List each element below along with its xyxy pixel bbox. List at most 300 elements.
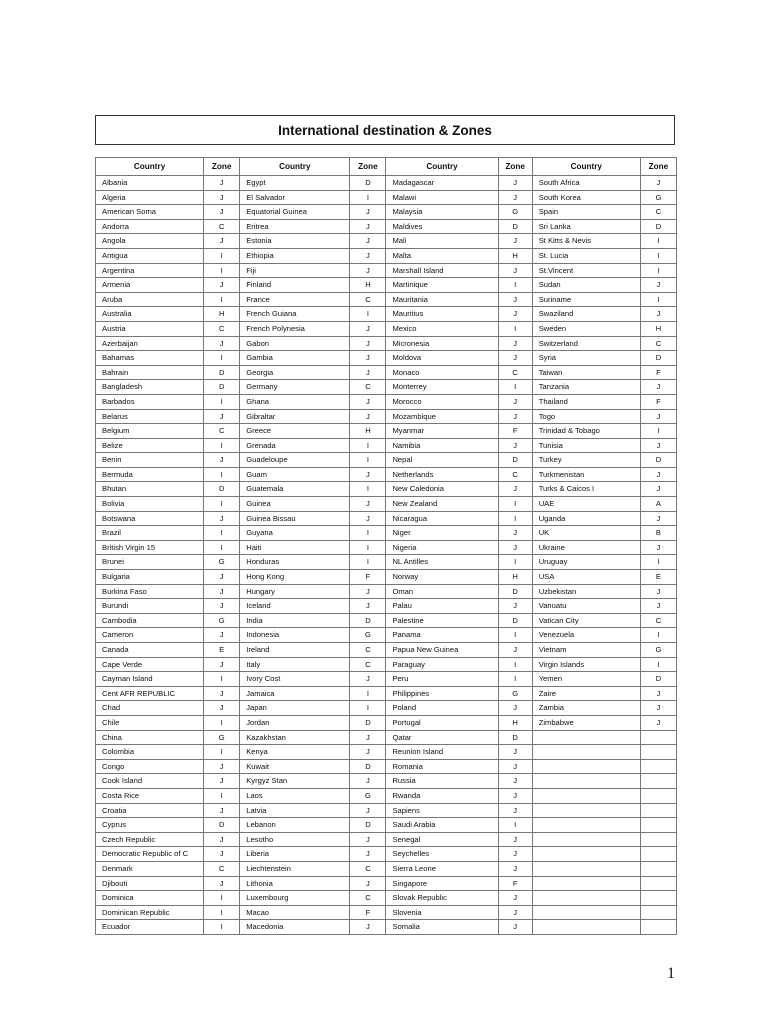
country-cell: Mauritania: [386, 292, 498, 307]
country-cell: Zambia: [532, 701, 640, 716]
zone-cell: C: [204, 219, 240, 234]
country-cell: Chad: [96, 701, 204, 716]
zone-cell: C: [350, 657, 386, 672]
country-cell: Cyprus: [96, 818, 204, 833]
country-cell: Russia: [386, 774, 498, 789]
zone-cell: J: [498, 803, 532, 818]
country-cell: Philippines: [386, 686, 498, 701]
zone-cell: I: [350, 555, 386, 570]
country-cell: Seychelles: [386, 847, 498, 862]
table-row: [96, 234, 677, 249]
country-cell: Guadeloupe: [240, 453, 350, 468]
country-cell: Madagascar: [386, 176, 498, 191]
zone-cell: J: [350, 599, 386, 614]
country-cell: [532, 818, 640, 833]
country-cell: Grenada: [240, 438, 350, 453]
country-cell: Mozambique: [386, 409, 498, 424]
table-row: [96, 788, 677, 803]
zone-cell: D: [640, 351, 676, 366]
zone-cell: J: [204, 628, 240, 643]
zone-cell: J: [640, 686, 676, 701]
country-cell: Congo: [96, 759, 204, 774]
country-cell: Kuwait: [240, 759, 350, 774]
country-cell: India: [240, 613, 350, 628]
country-cell: Guatemala: [240, 482, 350, 497]
zone-cell: H: [498, 248, 532, 263]
country-cell: Spain: [532, 205, 640, 220]
zone-cell: J: [204, 847, 240, 862]
zone-cell: I: [204, 672, 240, 687]
table-row: [96, 336, 677, 351]
table-row: [96, 861, 677, 876]
table-row: [96, 380, 677, 395]
country-cell: Morocco: [386, 394, 498, 409]
country-cell: Macedonia: [240, 920, 350, 935]
country-cell: Democratic Republic of C: [96, 847, 204, 862]
zone-cell: J: [498, 905, 532, 920]
page-number: 1: [667, 965, 675, 982]
zone-cell: I: [498, 380, 532, 395]
zone-cell: I: [204, 351, 240, 366]
country-cell: South Korea: [532, 190, 640, 205]
country-cell: Lebanon: [240, 818, 350, 833]
table-row: [96, 409, 677, 424]
zone-cell: E: [204, 643, 240, 658]
table-row: [96, 715, 677, 730]
country-cell: Gibraltar: [240, 409, 350, 424]
country-cell: Belgium: [96, 424, 204, 439]
zone-cell: H: [498, 715, 532, 730]
zone-cell: [640, 803, 676, 818]
zone-cell: I: [350, 307, 386, 322]
zone-cell: I: [350, 686, 386, 701]
table-row: [96, 365, 677, 380]
country-cell: Sudan: [532, 278, 640, 293]
zone-cell: I: [498, 278, 532, 293]
country-cell: Liechtenstein: [240, 861, 350, 876]
country-cell: Botswana: [96, 511, 204, 526]
country-cell: Turkey: [532, 453, 640, 468]
zone-cell: J: [498, 847, 532, 862]
table-row: [96, 176, 677, 191]
zone-cell: C: [204, 321, 240, 336]
country-cell: Ghana: [240, 394, 350, 409]
country-cell: Lithonia: [240, 876, 350, 891]
zone-cell: J: [350, 394, 386, 409]
country-cell: South Africa: [532, 176, 640, 191]
zone-cell: I: [204, 394, 240, 409]
country-cell: Cambodia: [96, 613, 204, 628]
zone-cell: C: [640, 613, 676, 628]
zone-cell: J: [640, 278, 676, 293]
country-cell: [532, 759, 640, 774]
table-row: [96, 190, 677, 205]
zone-cell: I: [640, 234, 676, 249]
zone-cell: J: [350, 745, 386, 760]
country-cell: Togo: [532, 409, 640, 424]
zone-cell: H: [640, 321, 676, 336]
zone-cell: J: [350, 497, 386, 512]
zone-cell: J: [204, 599, 240, 614]
zone-cell: G: [350, 628, 386, 643]
zone-cell: J: [204, 205, 240, 220]
zone-cell: J: [350, 832, 386, 847]
zone-cell: [640, 745, 676, 760]
country-cell: Cent AFR REPUBLIC: [96, 686, 204, 701]
country-cell: Mexico: [386, 321, 498, 336]
table-row: [96, 278, 677, 293]
zone-cell: I: [498, 555, 532, 570]
country-cell: Brazil: [96, 526, 204, 541]
zone-cell: J: [498, 394, 532, 409]
zone-cell: [640, 891, 676, 906]
country-cell: [532, 891, 640, 906]
country-cell: Malta: [386, 248, 498, 263]
country-cell: Japan: [240, 701, 350, 716]
zone-cell: G: [640, 190, 676, 205]
table-row: [96, 599, 677, 614]
country-cell: Marshall Island: [386, 263, 498, 278]
zone-cell: J: [204, 759, 240, 774]
zone-cell: J: [204, 584, 240, 599]
zone-cell: J: [498, 643, 532, 658]
country-cell: Algeria: [96, 190, 204, 205]
zone-cell: J: [204, 409, 240, 424]
zone-cell: J: [204, 832, 240, 847]
country-cell: Croatia: [96, 803, 204, 818]
zone-cell: C: [498, 365, 532, 380]
country-cell: Cook Island: [96, 774, 204, 789]
zone-cell: E: [640, 570, 676, 585]
country-cell: Argentina: [96, 263, 204, 278]
country-cell: Cameron: [96, 628, 204, 643]
table-row: [96, 745, 677, 760]
country-cell: Fiji: [240, 263, 350, 278]
zone-cell: J: [640, 467, 676, 482]
country-cell: Iceland: [240, 599, 350, 614]
country-cell: Poland: [386, 701, 498, 716]
country-cell: Turkmenistan: [532, 467, 640, 482]
zone-cell: J: [350, 336, 386, 351]
country-cell: Luxembourg: [240, 891, 350, 906]
country-cell: Tanzania: [532, 380, 640, 395]
country-cell: Mauritius: [386, 307, 498, 322]
zone-cell: I: [204, 438, 240, 453]
zone-cell: I: [204, 263, 240, 278]
zone-cell: J: [350, 205, 386, 220]
table-row: [96, 774, 677, 789]
country-cell: Sweden: [532, 321, 640, 336]
zone-cell: D: [498, 613, 532, 628]
country-cell: Brunei: [96, 555, 204, 570]
zone-cell: J: [204, 234, 240, 249]
zone-cell: C: [350, 891, 386, 906]
table-row: [96, 511, 677, 526]
zone-cell: G: [640, 643, 676, 658]
country-cell: Hungary: [240, 584, 350, 599]
table-row: [96, 321, 677, 336]
country-cell: Colombia: [96, 745, 204, 760]
country-cell: Nicaragua: [386, 511, 498, 526]
table-row: [96, 759, 677, 774]
country-cell: [532, 905, 640, 920]
column-header-country-2: Country: [240, 158, 350, 176]
zone-cell: I: [350, 482, 386, 497]
country-cell: Netherlands: [386, 467, 498, 482]
country-cell: Bahrain: [96, 365, 204, 380]
zone-cell: J: [498, 861, 532, 876]
zone-cell: J: [350, 234, 386, 249]
zone-cell: [640, 861, 676, 876]
zone-cell: D: [204, 482, 240, 497]
country-cell: Syria: [532, 351, 640, 366]
country-cell: Andorra: [96, 219, 204, 234]
zone-cell: J: [640, 511, 676, 526]
country-cell: Georgia: [240, 365, 350, 380]
zone-cell: I: [640, 657, 676, 672]
country-cell: Trinidad & Tobago: [532, 424, 640, 439]
zone-cell: J: [498, 351, 532, 366]
zone-cell: D: [350, 759, 386, 774]
table-row: [96, 584, 677, 599]
country-cell: Slovak Republic: [386, 891, 498, 906]
country-cell: Burundi: [96, 599, 204, 614]
zone-cell: J: [498, 438, 532, 453]
column-header-country-3: Country: [386, 158, 498, 176]
country-cell: Italy: [240, 657, 350, 672]
country-cell: Taiwan: [532, 365, 640, 380]
country-cell: China: [96, 730, 204, 745]
country-cell: Zimbabwe: [532, 715, 640, 730]
zone-cell: I: [640, 248, 676, 263]
country-cell: Belarus: [96, 409, 204, 424]
zone-cell: I: [204, 788, 240, 803]
country-cell: Ecuador: [96, 920, 204, 935]
country-cell: Angola: [96, 234, 204, 249]
country-cell: Palau: [386, 599, 498, 614]
country-cell: Guinea Bissau: [240, 511, 350, 526]
zone-cell: J: [350, 351, 386, 366]
country-cell: Romania: [386, 759, 498, 774]
column-header-zone-3: Zone: [498, 158, 532, 176]
country-cell: Guam: [240, 467, 350, 482]
zone-cell: I: [204, 920, 240, 935]
zone-cell: [640, 759, 676, 774]
country-cell: Djibouti: [96, 876, 204, 891]
zone-cell: C: [498, 467, 532, 482]
zone-cell: J: [640, 438, 676, 453]
country-cell: Qatar: [386, 730, 498, 745]
zone-cell: [640, 788, 676, 803]
zone-cell: [640, 847, 676, 862]
zone-cell: J: [498, 599, 532, 614]
zone-cell: I: [498, 657, 532, 672]
country-cell: [532, 832, 640, 847]
zone-cell: [640, 876, 676, 891]
country-cell: Somalia: [386, 920, 498, 935]
country-cell: Suriname: [532, 292, 640, 307]
country-cell: Australia: [96, 307, 204, 322]
zone-cell: I: [204, 891, 240, 906]
zones-table: [95, 157, 677, 935]
country-cell: Ethiopia: [240, 248, 350, 263]
zone-cell: J: [350, 263, 386, 278]
zone-cell: [640, 905, 676, 920]
country-cell: Papua New Guinea: [386, 643, 498, 658]
zone-cell: D: [640, 453, 676, 468]
zone-cell: F: [350, 570, 386, 585]
zone-cell: I: [498, 628, 532, 643]
table-row: [96, 453, 677, 468]
country-cell: Paraguay: [386, 657, 498, 672]
country-cell: USA: [532, 570, 640, 585]
country-cell: Bulgaria: [96, 570, 204, 585]
country-cell: Cape Verde: [96, 657, 204, 672]
table-row: [96, 803, 677, 818]
zone-cell: I: [350, 540, 386, 555]
zone-cell: D: [204, 365, 240, 380]
country-cell: Vatican City: [532, 613, 640, 628]
zone-cell: J: [640, 701, 676, 716]
country-cell: Macao: [240, 905, 350, 920]
country-cell: Armenia: [96, 278, 204, 293]
country-cell: [532, 745, 640, 760]
zone-cell: D: [498, 453, 532, 468]
zone-cell: C: [204, 861, 240, 876]
table-row: [96, 351, 677, 366]
country-cell: Virgin Islands: [532, 657, 640, 672]
country-cell: Portugal: [386, 715, 498, 730]
zone-cell: G: [498, 205, 532, 220]
zone-cell: I: [640, 263, 676, 278]
zone-cell: D: [498, 219, 532, 234]
zone-cell: [640, 832, 676, 847]
zone-cell: D: [350, 715, 386, 730]
table-row: [96, 876, 677, 891]
table-row: [96, 540, 677, 555]
table-row: [96, 555, 677, 570]
country-cell: Gambia: [240, 351, 350, 366]
country-cell: [532, 920, 640, 935]
zone-cell: J: [350, 511, 386, 526]
zone-cell: J: [498, 832, 532, 847]
zone-cell: D: [640, 672, 676, 687]
country-cell: France: [240, 292, 350, 307]
zone-cell: [640, 818, 676, 833]
country-cell: Dominica: [96, 891, 204, 906]
zone-cell: F: [498, 424, 532, 439]
country-cell: Vietnam: [532, 643, 640, 658]
zone-cell: J: [498, 409, 532, 424]
country-cell: Antigua: [96, 248, 204, 263]
zone-cell: J: [350, 847, 386, 862]
zone-cell: J: [204, 453, 240, 468]
table-row: [96, 248, 677, 263]
zone-cell: J: [640, 482, 676, 497]
table-row: [96, 526, 677, 541]
country-cell: [532, 847, 640, 862]
country-cell: Estonia: [240, 234, 350, 249]
zone-cell: J: [350, 774, 386, 789]
country-cell: Bhutan: [96, 482, 204, 497]
country-cell: Uzbekistan: [532, 584, 640, 599]
country-cell: Equatorial Guinea: [240, 205, 350, 220]
zone-cell: J: [498, 307, 532, 322]
country-cell: Mali: [386, 234, 498, 249]
zone-cell: C: [350, 861, 386, 876]
table-row: [96, 219, 677, 234]
zone-cell: D: [498, 730, 532, 745]
zone-cell: J: [204, 803, 240, 818]
zone-cell: J: [204, 511, 240, 526]
zone-cell: I: [640, 555, 676, 570]
zone-cell: J: [204, 570, 240, 585]
table-row: [96, 292, 677, 307]
zone-cell: H: [498, 570, 532, 585]
zone-cell: I: [204, 745, 240, 760]
country-cell: Malaysia: [386, 205, 498, 220]
country-cell: Dominican Republic: [96, 905, 204, 920]
country-cell: Albania: [96, 176, 204, 191]
zone-cell: J: [350, 219, 386, 234]
country-cell: [532, 788, 640, 803]
country-cell: Belize: [96, 438, 204, 453]
country-cell: Ireland: [240, 643, 350, 658]
zone-cell: [640, 774, 676, 789]
table-row: [96, 613, 677, 628]
zone-cell: F: [498, 876, 532, 891]
table-row: [96, 307, 677, 322]
country-cell: Honduras: [240, 555, 350, 570]
country-cell: Haiti: [240, 540, 350, 555]
country-cell: [532, 774, 640, 789]
country-cell: Monterrey: [386, 380, 498, 395]
zone-cell: J: [204, 657, 240, 672]
country-cell: NL Antilles: [386, 555, 498, 570]
country-cell: Slovenia: [386, 905, 498, 920]
table-row: [96, 570, 677, 585]
zone-cell: I: [204, 248, 240, 263]
country-cell: Czech Republic: [96, 832, 204, 847]
country-cell: Malawi: [386, 190, 498, 205]
document-title: [95, 115, 675, 145]
table-body: [96, 176, 677, 935]
zone-cell: B: [640, 526, 676, 541]
zone-cell: J: [350, 672, 386, 687]
country-cell: Senegal: [386, 832, 498, 847]
zone-cell: J: [204, 774, 240, 789]
zone-cell: J: [498, 774, 532, 789]
zone-cell: [640, 730, 676, 745]
country-cell: Peru: [386, 672, 498, 687]
country-cell: Singapore: [386, 876, 498, 891]
country-cell: Uganda: [532, 511, 640, 526]
country-cell: [532, 861, 640, 876]
country-cell: [532, 876, 640, 891]
country-cell: Reunion Island: [386, 745, 498, 760]
table-row: [96, 438, 677, 453]
country-cell: Micronesia: [386, 336, 498, 351]
country-cell: Germany: [240, 380, 350, 395]
zone-cell: I: [204, 497, 240, 512]
zone-cell: I: [498, 497, 532, 512]
zone-cell: I: [498, 321, 532, 336]
zone-cell: J: [350, 584, 386, 599]
zone-cell: C: [350, 380, 386, 395]
table-row: [96, 701, 677, 716]
zone-cell: F: [640, 365, 676, 380]
zone-cell: J: [350, 409, 386, 424]
